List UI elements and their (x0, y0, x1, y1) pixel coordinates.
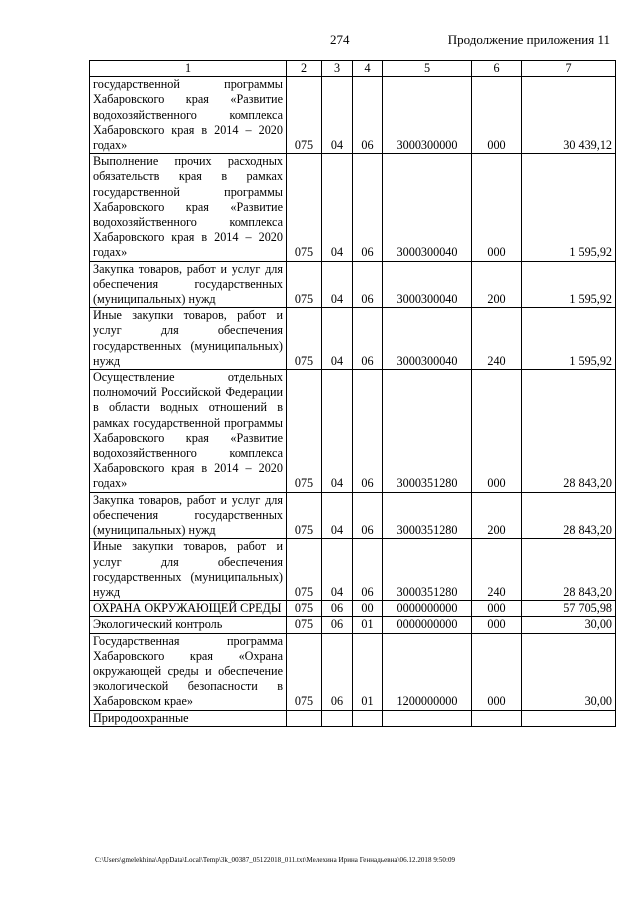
table-row (90, 601, 616, 617)
table-row (90, 617, 616, 633)
cell-amount: 30 439,12 (522, 77, 616, 154)
page-number: 274 (330, 32, 350, 47)
cell-subsection: 06 (353, 539, 383, 601)
cell-ministry-code: 075 (287, 601, 322, 617)
cell-subsection: 06 (353, 261, 383, 308)
cell-expense-type: 240 (472, 308, 522, 370)
cell-name: Осуществление отдельных полномочий Российской Федерации в области водных отношений в рамках государственной программы Хабаровского края «Развитие водохозяйственного комплекса Хабаровского края в 2014 – 2020 годах» (90, 370, 287, 493)
table-row (90, 710, 616, 726)
cell-amount: 57 705,98 (522, 601, 616, 617)
cell-name: Экологический контроль (90, 617, 287, 633)
header-col-5: 5 (383, 61, 472, 77)
cell-target-article: 3000351280 (383, 492, 472, 539)
cell-section: 04 (322, 370, 353, 493)
cell-subsection: 01 (353, 617, 383, 633)
cell-subsection: 01 (353, 633, 383, 710)
cell-target-article: 0000000000 (383, 601, 472, 617)
cell-section: 06 (322, 617, 353, 633)
cell-target-article: 3000300040 (383, 261, 472, 308)
cell-name: ОХРАНА ОКРУЖАЮЩЕЙ СРЕДЫ (90, 601, 287, 617)
cell-amount: 1 595,92 (522, 154, 616, 261)
cell-amount: 28 843,20 (522, 370, 616, 493)
cell-ministry-code: 075 (287, 539, 322, 601)
cell-amount: 1 595,92 (522, 261, 616, 308)
cell-name: Закупка товаров, работ и услуг для обеспечения государственных (муниципальных) нужд (90, 261, 287, 308)
table-row (90, 633, 616, 710)
cell-target-article: 3000300000 (383, 77, 472, 154)
cell-amount (522, 710, 616, 726)
cell-name: Выполнение прочих расходных обязательств края в рамках государственной программы Хабаровского края «Развитие водохозяйственного комплекса Хабаровского края в 2014 – 2020 годах» (90, 154, 287, 261)
cell-subsection: 06 (353, 492, 383, 539)
cell-ministry-code: 075 (287, 77, 322, 154)
table-row (90, 154, 616, 261)
cell-section: 04 (322, 539, 353, 601)
cell-subsection: 06 (353, 308, 383, 370)
header-col-7: 7 (522, 61, 616, 77)
cell-name: Иные закупки товаров, работ и услуг для обеспечения государственных (муниципальных) нужд (90, 308, 287, 370)
cell-expense-type: 000 (472, 617, 522, 633)
cell-expense-type: 240 (472, 539, 522, 601)
header-row (90, 61, 616, 77)
cell-section: 04 (322, 492, 353, 539)
continuation-title: Продолжение приложения 11 (447, 32, 610, 47)
cell-subsection: 06 (353, 154, 383, 261)
cell-expense-type: 200 (472, 492, 522, 539)
cell-name: Закупка товаров, работ и услуг для обеспечения государственных (муниципальных) нужд (90, 492, 287, 539)
cell-section: 04 (322, 77, 353, 154)
cell-name: Государственная программа Хабаровского края «Охрана окружающей среды и обеспечение экологической безопасности в Хабаровском крае» (90, 633, 287, 710)
table-row (90, 308, 616, 370)
cell-section: 04 (322, 154, 353, 261)
cell-ministry-code: 075 (287, 370, 322, 493)
header-col-3: 3 (322, 61, 353, 77)
cell-subsection: 00 (353, 601, 383, 617)
cell-section: 04 (322, 308, 353, 370)
cell-section (322, 710, 353, 726)
cell-expense-type: 200 (472, 261, 522, 308)
cell-name: Иные закупки товаров, работ и услуг для обеспечения государственных (муниципальных) нужд (90, 539, 287, 601)
cell-ministry-code: 075 (287, 308, 322, 370)
cell-target-article (383, 710, 472, 726)
cell-amount: 28 843,20 (522, 539, 616, 601)
cell-expense-type: 000 (472, 370, 522, 493)
cell-expense-type: 000 (472, 154, 522, 261)
cell-target-article: 0000000000 (383, 617, 472, 633)
cell-ministry-code: 075 (287, 617, 322, 633)
budget-table (89, 60, 616, 727)
cell-subsection (353, 710, 383, 726)
header-col-6: 6 (472, 61, 522, 77)
cell-subsection: 06 (353, 370, 383, 493)
cell-target-article: 1200000000 (383, 633, 472, 710)
cell-section: 04 (322, 261, 353, 308)
cell-target-article: 3000351280 (383, 370, 472, 493)
cell-expense-type: 000 (472, 633, 522, 710)
cell-ministry-code: 075 (287, 633, 322, 710)
cell-ministry-code (287, 710, 322, 726)
table-row (90, 261, 616, 308)
cell-ministry-code: 075 (287, 492, 322, 539)
cell-section: 06 (322, 633, 353, 710)
cell-target-article: 3000351280 (383, 539, 472, 601)
cell-target-article: 3000300040 (383, 308, 472, 370)
header-col-4: 4 (353, 61, 383, 77)
cell-expense-type: 000 (472, 77, 522, 154)
cell-subsection: 06 (353, 77, 383, 154)
table-row (90, 539, 616, 601)
cell-amount: 30,00 (522, 633, 616, 710)
header-col-2: 2 (287, 61, 322, 77)
table-row (90, 370, 616, 493)
cell-section: 06 (322, 601, 353, 617)
cell-ministry-code: 075 (287, 261, 322, 308)
header-col-1: 1 (90, 61, 287, 77)
cell-amount: 30,00 (522, 617, 616, 633)
cell-expense-type: 000 (472, 601, 522, 617)
table-row (90, 77, 616, 154)
cell-amount: 1 595,92 (522, 308, 616, 370)
cell-amount: 28 843,20 (522, 492, 616, 539)
cell-name: государственной программы Хабаровского края «Развитие водохозяйственного комплекса Хабаровского края в 2014 – 2020 годах» (90, 77, 287, 154)
cell-name: Природоохранные (90, 710, 287, 726)
cell-ministry-code: 075 (287, 154, 322, 261)
footer-file-path: C:\Users\gmelekhina\AppData\Local\Temp\3k_00387_05122018_011.txt\Мелехина Ирина Геннадьевна\06.12.2018 9:50:09 (95, 856, 456, 864)
cell-expense-type (472, 710, 522, 726)
table-row (90, 492, 616, 539)
cell-target-article: 3000300040 (383, 154, 472, 261)
